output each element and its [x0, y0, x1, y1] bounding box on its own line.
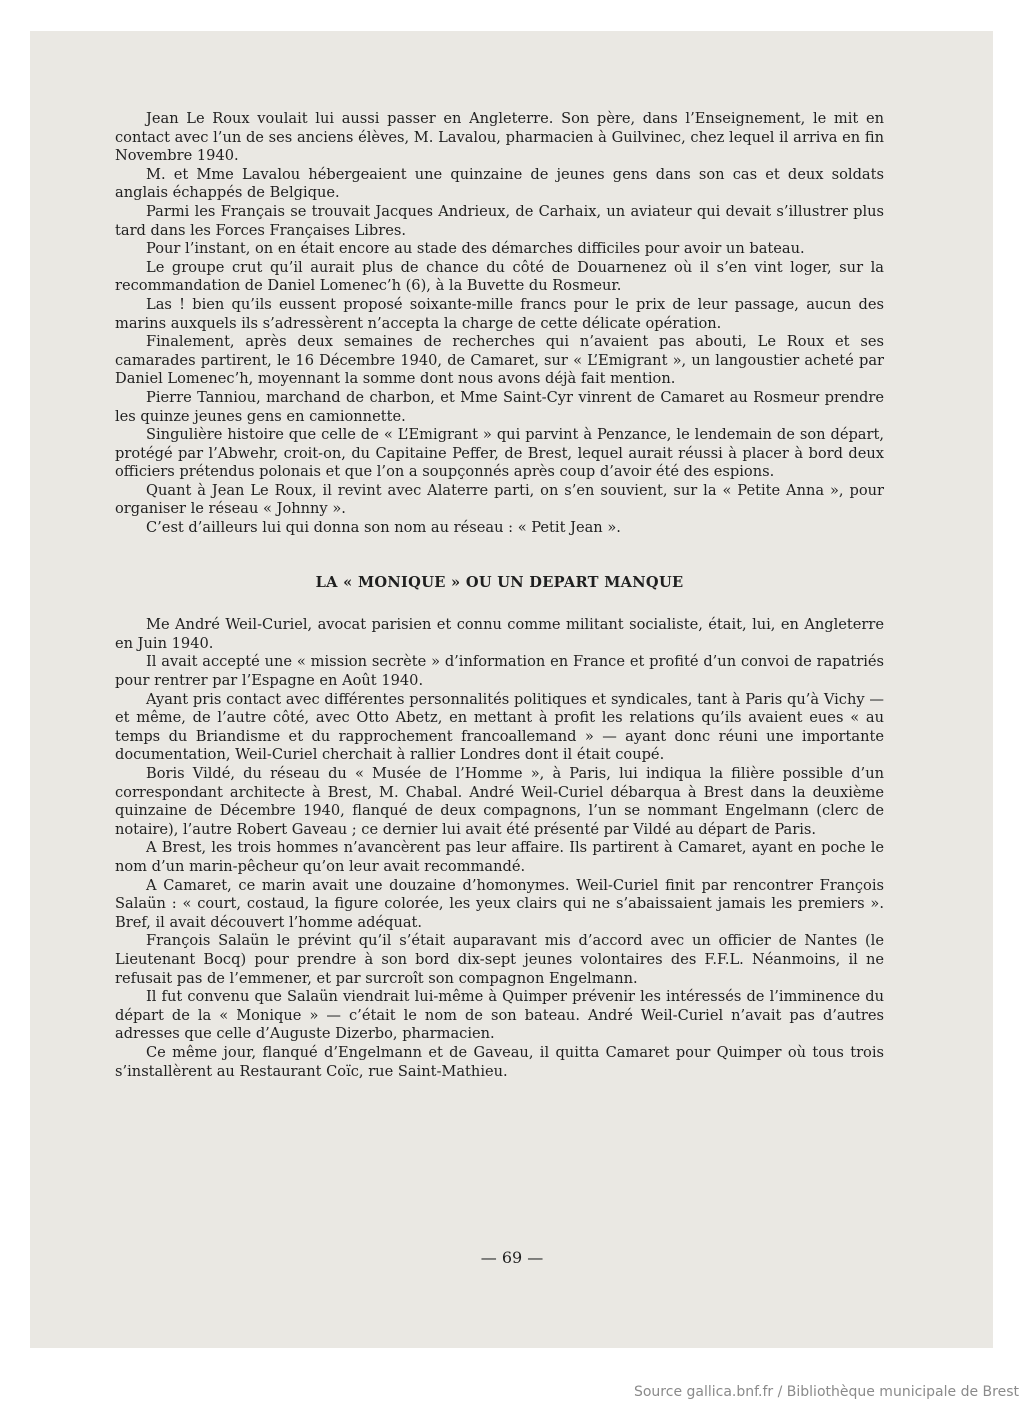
paragraph: C’est d’ailleurs lui qui donna son nom au réseau : « Petit Jean ».	[146, 519, 621, 537]
paragraph: Boris Vildé, du réseau du « Musée de l’Homme », à Paris, lui indiqua la filière possible d’un correspondant architecte à Brest, M. Chabal. André Weil-Curiel débarqua à Brest dans la deuxième quinzaine de Décembre 1940, flanqué de deux compagnons, l’un se nommant Engelmann (clerc de notaire), l’autre Robert Gaveau ; ce dernier lui avait été présenté par Vildé au départ de Paris.	[115, 765, 884, 838]
paragraph: M. et Mme Lavalou hébergeaient une quinzaine de jeunes gens dans son cas et deux soldats anglais échappés de Belgique.	[115, 165, 884, 202]
paragraph: Jean Le Roux voulait lui aussi passer en Angleterre. Son père, dans l’Enseignement, le mit en contact avec l’un de ses anciens élèves, M. Lavalou, pharmacien à Guilvinec, chez lequel il arriva en fin Novembre 1940.	[115, 110, 884, 165]
paragraph: A Brest, les trois hommes n’avancèrent pas leur affaire. Ils partirent à Camaret, ayant en poche le nom d’un marin-pêcheur qu’on leur avait recommandé.	[115, 839, 884, 875]
paragraph: Il avait accepté une « mission secrète » d’information en France et profité d’un convoi de rapatriés pour rentrer par l’Espagne en Août 1940.	[115, 653, 884, 690]
source-attribution: Source gallica.bnf.fr / Bibliothèque municipale de Brest	[633, 1384, 1019, 1400]
page-number: — 69 —	[480, 1248, 544, 1267]
paragraph: François Salaün le prévint qu’il s’était auparavant mis d’accord avec un officier de Nantes (le Lieutenant Bocq) pour prendre à son bord dix-sept jeunes volontaires des F.F.L. Néanmoins, il ne refusait pas de l’emmener, et par surcroît son compagnon Engelmann.	[115, 932, 884, 987]
paragraph: Le groupe crut qu’il aurait plus de chance du côté de Douarnenez où il s’en vint loger, sur la recommandation de Daniel Lomenec’h (6), à la Buvette du Rosmeur.	[115, 258, 884, 295]
section-monique	[115, 616, 884, 1081]
paragraph: Parmi les Français se trouvait Jacques Andrieux, de Carhaix, un aviateur qui devait s’illustrer plus tard dans les Forces Françaises Libres.	[115, 202, 884, 239]
page-text	[115, 110, 884, 1081]
paragraph: Pour l’instant, on en était encore au stade des démarches difficiles pour avoir un bateau.	[146, 240, 805, 258]
paragraph: A Camaret, ce marin avait une douzaine d’homonymes. Weil-Curiel finit par rencontrer François Salaün : « court, costaud, la figure colorée, les yeux clairs qui ne s’abaissaient jamais les premiers ». Bref, il avait découvert l’homme adéquat.	[115, 876, 884, 931]
section-jean-le-roux	[115, 110, 884, 538]
paragraph: Quant à Jean Le Roux, il revint avec Alaterre parti, on s’en souvient, sur la « Petite Anna », pour organiser le réseau « Johnny ».	[115, 481, 884, 518]
paragraph: Ce même jour, flanqué d’Engelmann et de Gaveau, il quitta Camaret pour Quimper où tous trois s’installèrent au Restaurant Coïc, rue Saint-Mathieu.	[115, 1043, 884, 1080]
paragraph: Ayant pris contact avec différentes personnalités politiques et syndicales, tant à Paris qu’à Vichy — et même, de l’autre côté, avec Otto Abetz, en mettant à profit les relations qu’ils avaient eues « au temps du Briandisme et du rapprochement francoallemand » — ayant donc réuni une importante documentation, Weil-Curiel cherchait à rallier Londres dont il était coupé.	[115, 690, 884, 764]
paragraph: Il fut convenu que Salaün viendrait lui-même à Quimper prévenir les intéressés de l’imminence du départ de la « Monique » — c’était le nom de son bateau. André Weil-Curiel n’avait pas d’autres adresses que celle d’Auguste Dizerbo, pharmacien.	[115, 988, 884, 1043]
section-title: LA « MONIQUE » OU UN DEPART MANQUE	[315, 573, 684, 591]
paragraph: Singulière histoire que celle de « L’Emigrant » qui parvint à Penzance, le lendemain de son départ, protégé par l’Abwehr, croit-on, du Capitaine Peffer, de Brest, lequel aurait réussi à placer à bord deux officiers prétendus polonais et que l’on a soupçonnés après coup d’avoir été des espions.	[115, 426, 884, 481]
paragraph: Finalement, après deux semaines de recherches qui n’avaient pas abouti, Le Roux et ses camarades partirent, le 16 Décembre 1940, de Camaret, sur « L’Emigrant », un langoustier acheté par Daniel Lomenec’h, moyennant la somme dont nous avons déjà fait mention.	[115, 333, 884, 388]
paragraph: Me André Weil-Curiel, avocat parisien et connu comme militant socialiste, était, lui, en Angleterre en Juin 1940.	[115, 616, 884, 652]
paragraph: Las ! bien qu’ils eussent proposé soixante-mille francs pour le prix de leur passage, aucun des marins auxquels ils s’adressèrent n’accepta la charge de cette délicate opération.	[115, 295, 884, 332]
paragraph: Pierre Tanniou, marchand de charbon, et Mme Saint-Cyr vinrent de Camaret au Rosmeur prendre les quinze jeunes gens en camionnette.	[115, 388, 884, 425]
